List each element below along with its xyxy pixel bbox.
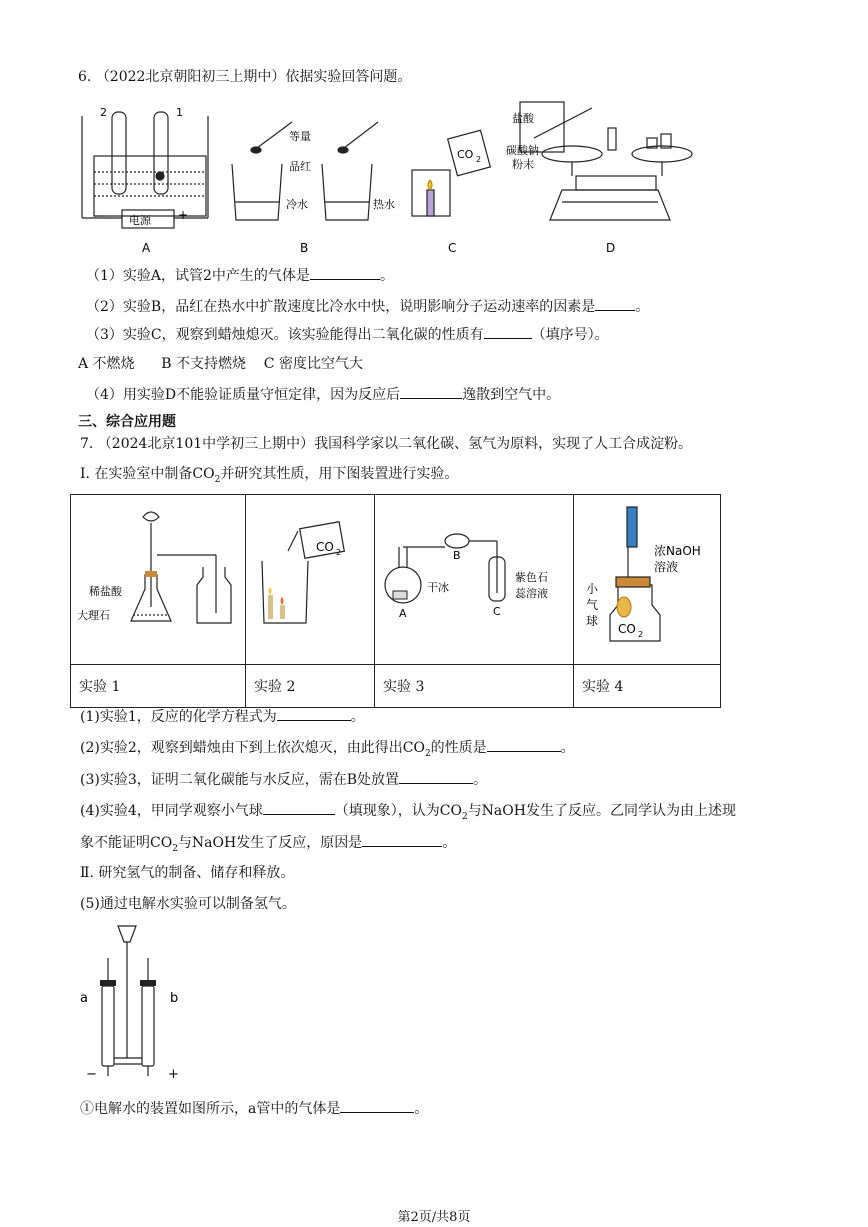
- q6-options: A 不燃烧 B 不支持燃烧 C 密度比空气大: [78, 356, 363, 372]
- q6-p3: （3）实验C，观察到蜡烛熄灭。该实验能得出二氧化碳的性质有 （填序号）。: [86, 324, 609, 345]
- section-title: 三、综合应用题: [78, 414, 176, 430]
- exp-label: 实验 3: [375, 665, 574, 708]
- fig-c-label: C: [448, 241, 457, 255]
- q7-s2: (2)实验2，观察到蜡烛由下到上依次熄灭，由此得出$CO_2$的性质是 。: [80, 737, 575, 764]
- e3-litmus1: 紫色石: [515, 571, 548, 584]
- q6-p4: （4）用实验D不能验证质量守恒定律，因为反应后 逸散到空气中。: [86, 384, 560, 405]
- e1-acid-label: 稀盐酸: [89, 585, 122, 598]
- e4-ball2: 气: [586, 598, 599, 612]
- tube-a-label: a: [80, 991, 88, 1006]
- q7-s5-1: ①电解水的装置如图所示，a管中的气体是 。: [80, 1098, 428, 1119]
- blank[interactable]: [362, 832, 442, 847]
- q7-s4: (4)实验4，甲同学观察小气球 （填现象），认为$CO_2$与NaOH发生了反应。乙同学认为由上述现: [80, 800, 736, 827]
- tube-2-label: 2: [100, 106, 107, 119]
- fig-a-label: A: [142, 241, 151, 255]
- q6-stem: 6. （2022北京朝阳初三上期中）依据实验回答问题。: [78, 69, 412, 85]
- exp2-cell: [246, 495, 375, 665]
- q7-s5: (5)通过电解水实验可以制备氢气。: [80, 896, 296, 912]
- q7-s1: (1)实验1，反应的化学方程式为 。: [80, 706, 365, 727]
- q6-p1: （1）实验A，试管2中产生的气体是 。: [86, 265, 394, 286]
- exp4-cell: [574, 495, 721, 665]
- q6-figure: [72, 94, 712, 260]
- tube-1-label: 1: [176, 106, 183, 119]
- exp1-apparatus: [71, 495, 245, 660]
- experiment-table: [70, 494, 721, 708]
- q7-part1: Ⅰ. 在实验室中制备$CO_2$并研究其性质，用下图装置进行实验。: [80, 466, 459, 485]
- e3-a-label: A: [399, 607, 407, 620]
- b-spoon-text: 等量: [289, 130, 311, 143]
- e4-naoh1: 浓NaOH: [654, 544, 701, 558]
- e1-stone-label: 大理石: [77, 609, 110, 622]
- e4-gas-sub: 2: [638, 630, 644, 639]
- blank[interactable]: [340, 1098, 414, 1113]
- fig-d-label: D: [606, 241, 616, 255]
- exp1-cell: [71, 495, 246, 665]
- minus-label: —: [94, 209, 105, 222]
- d-powder1: 碳酸钠: [506, 144, 539, 157]
- plus-label: +: [168, 1067, 179, 1082]
- blank[interactable]: [400, 384, 462, 399]
- blank[interactable]: [263, 800, 335, 815]
- blank[interactable]: [595, 296, 635, 311]
- e4-ball1: 小: [586, 582, 599, 596]
- q7-s3: (3)实验3，证明二氧化碳能与水反应，需在B处放置 。: [80, 769, 487, 790]
- blank[interactable]: [310, 265, 380, 280]
- exp-label: 实验 2: [246, 665, 375, 708]
- tube-b-label: b: [170, 991, 179, 1006]
- e4-ball3: 球: [586, 614, 599, 628]
- c-gas-sub: 2: [476, 155, 482, 164]
- e2-gas-label: CO: [316, 540, 334, 554]
- exp4-apparatus: [574, 495, 720, 660]
- q7-part2: Ⅱ. 研究氢气的制备、储存和释放。: [80, 865, 295, 881]
- exp-label: 实验 1: [71, 665, 246, 708]
- blank[interactable]: [277, 706, 351, 721]
- e4-naoh2: 溶液: [654, 560, 679, 574]
- e3-c-label: C: [493, 605, 501, 618]
- figure-d-balance: [520, 102, 692, 220]
- e3-litmus2: 蕊溶液: [515, 587, 548, 600]
- e3-ice-label: 干冰: [427, 581, 449, 594]
- electrolysis-figure: [78, 918, 198, 1090]
- d-powder2: 粉末: [512, 158, 534, 171]
- e2-gas-sub: 2: [336, 548, 342, 557]
- q7-stem: 7. （2024北京101中学初三上期中）我国科学家以二氧化碳、氢气为原料，实现了人工合成淀粉。: [80, 436, 693, 452]
- b-hot-label: 热水: [373, 198, 395, 211]
- exp3-apparatus: [375, 495, 573, 660]
- power-label: 电源: [129, 214, 151, 227]
- d-acid-label: 盐酸: [512, 112, 534, 125]
- fig-b-label: B: [300, 241, 309, 255]
- figure-c-candle: [412, 130, 490, 216]
- blank[interactable]: [399, 769, 473, 784]
- exp-label: 实验 4: [574, 665, 721, 708]
- plus-label: +: [178, 208, 189, 222]
- blank[interactable]: [487, 737, 561, 752]
- minus-label: −: [86, 1067, 97, 1082]
- page-footer: 第2页/共8页: [397, 1210, 471, 1225]
- q7-s4-line2: 象不能证明$CO_2$与NaOH发生了反应，原因是 。: [80, 832, 456, 859]
- b-spoon-text2: 品红: [289, 160, 311, 173]
- b-cold-label: 冷水: [286, 198, 308, 211]
- e4-gas-label: CO: [618, 622, 636, 636]
- exp3-cell: [375, 495, 574, 665]
- c-gas-label: CO: [457, 148, 474, 161]
- blank[interactable]: [484, 324, 532, 339]
- q6-p2: （2）实验B，品红在热水中扩散速度比冷水中快，说明影响分子运动速率的因素是 。: [86, 296, 649, 317]
- exp2-apparatus: [246, 495, 374, 660]
- e3-b-label: B: [453, 549, 461, 562]
